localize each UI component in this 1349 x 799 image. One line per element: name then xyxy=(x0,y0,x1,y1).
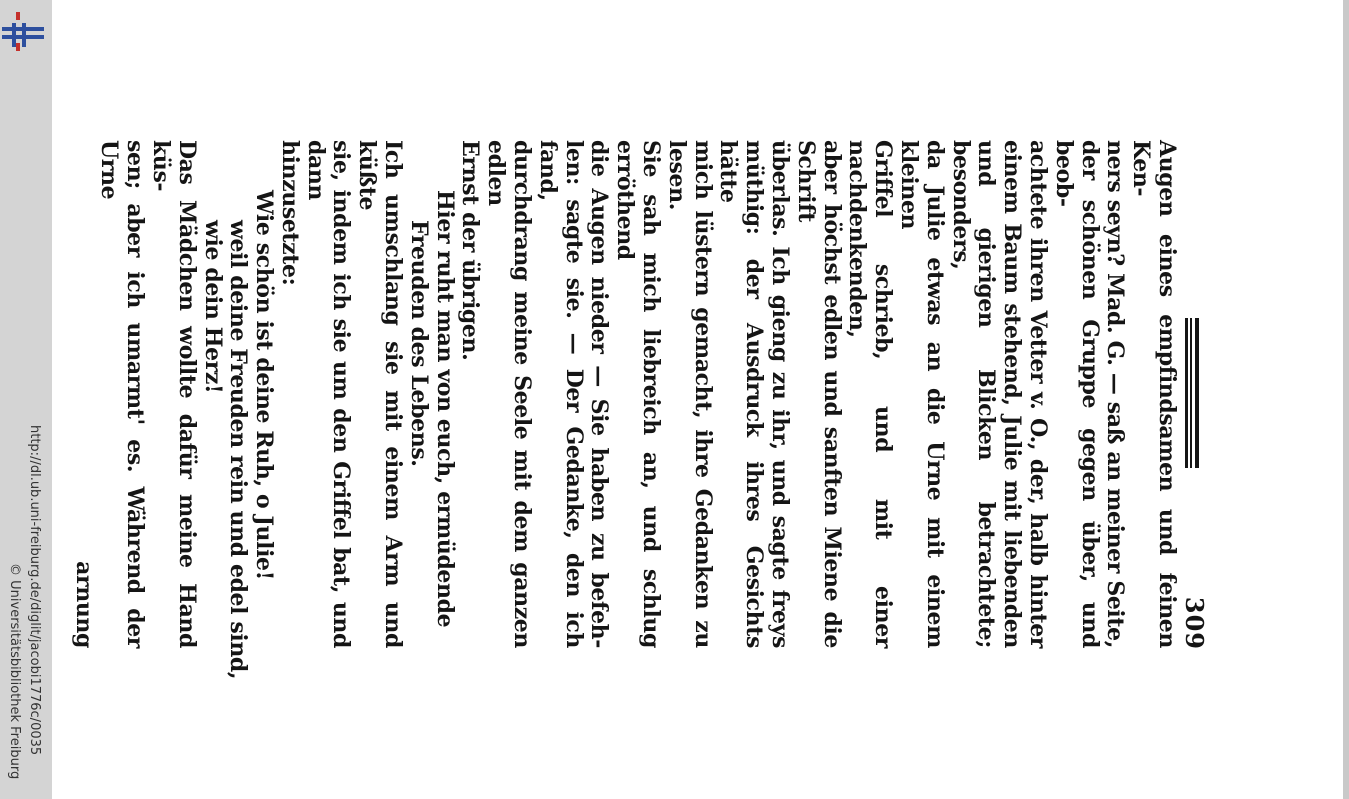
copyright-notice: © Universitätsbibliothek Freiburg xyxy=(7,563,22,780)
text-line: Ich umschlang sie mit einem Arm und küßte xyxy=(354,140,407,648)
text-line: ners seyn? Mad. G. — saß an meiner Seite, xyxy=(1102,140,1129,648)
text-line: da Julie etwas an die Urne mit einem kleinen xyxy=(896,140,948,648)
text-line: die Augen nieder — Sie haben zu befeh- xyxy=(586,140,613,648)
verse-line: weil deine Freuden rein und edel sind, xyxy=(225,220,252,680)
text-line: Ernst der übrigen. xyxy=(457,140,484,361)
source-url[interactable]: http://dl.ub.uni-freiburg.de/diglit/jacobi1776c/0035 xyxy=(27,425,42,756)
verse-line: wie dein Herz! xyxy=(199,220,226,394)
scanned-page xyxy=(70,118,1209,680)
text-line: Griffel schrieb, und mit einer nachdenkenden, xyxy=(844,140,897,648)
text-line: sie, indem ich sie um den Griffel bat, und dann xyxy=(302,140,355,648)
text-line: aber höchst edlen und sanften Miene die Schrift xyxy=(792,140,845,648)
text-line: überlas. Ich gieng zu ihr, und sagte freys xyxy=(767,140,794,648)
text-line: müthig: der Ausdruck ihres Gesichts hätte xyxy=(715,140,768,648)
text-line: hinzusetzte: xyxy=(276,140,303,286)
page-edge xyxy=(1343,0,1349,799)
text-line: Sie sah mich liebreich an, und schlug erröthend xyxy=(612,140,665,648)
viewer-sidebar xyxy=(0,0,52,799)
text-line: mich lüstern gemacht, ihre Gedanken zu lesen. xyxy=(663,140,716,648)
text-line: Augen eines empfindsamen und feinen Ken- xyxy=(1128,140,1180,648)
ornament-rule xyxy=(1185,318,1199,468)
page-number: 309 xyxy=(1180,596,1209,650)
body-text xyxy=(70,140,1180,680)
library-logo-icon xyxy=(2,9,46,51)
verse-line: Hier ruht man von euch, ermüdende xyxy=(431,190,458,628)
page-content xyxy=(70,118,1209,680)
text-line: und gierigen Blicken betrachtete; besonders, xyxy=(947,140,1000,648)
text-line: der schönen Gruppe gegen über, und beob- xyxy=(1050,140,1103,648)
text-line: sen; aber ich umarmt' es. Während der Urne xyxy=(96,140,149,648)
text-line: len: sagte sie. — Der Gedanke, den ich fand, xyxy=(534,140,587,648)
text-line: einem Baum stehend, Julie mit liebenden xyxy=(999,140,1026,648)
catchword: arnung xyxy=(70,561,97,648)
verse-line: Freuden des Lebens. xyxy=(405,220,432,467)
text-line: Das Mädchen wollte dafür meine Hand küs- xyxy=(147,140,200,648)
text-line: durchdrang meine Seele mit dem ganzen edlen xyxy=(483,140,536,648)
verse-line: Wie schön ist deine Ruh, o Julie! xyxy=(251,190,278,580)
text-line: achtete ihren Vetter v. O., der, halb hinter xyxy=(1025,140,1052,648)
